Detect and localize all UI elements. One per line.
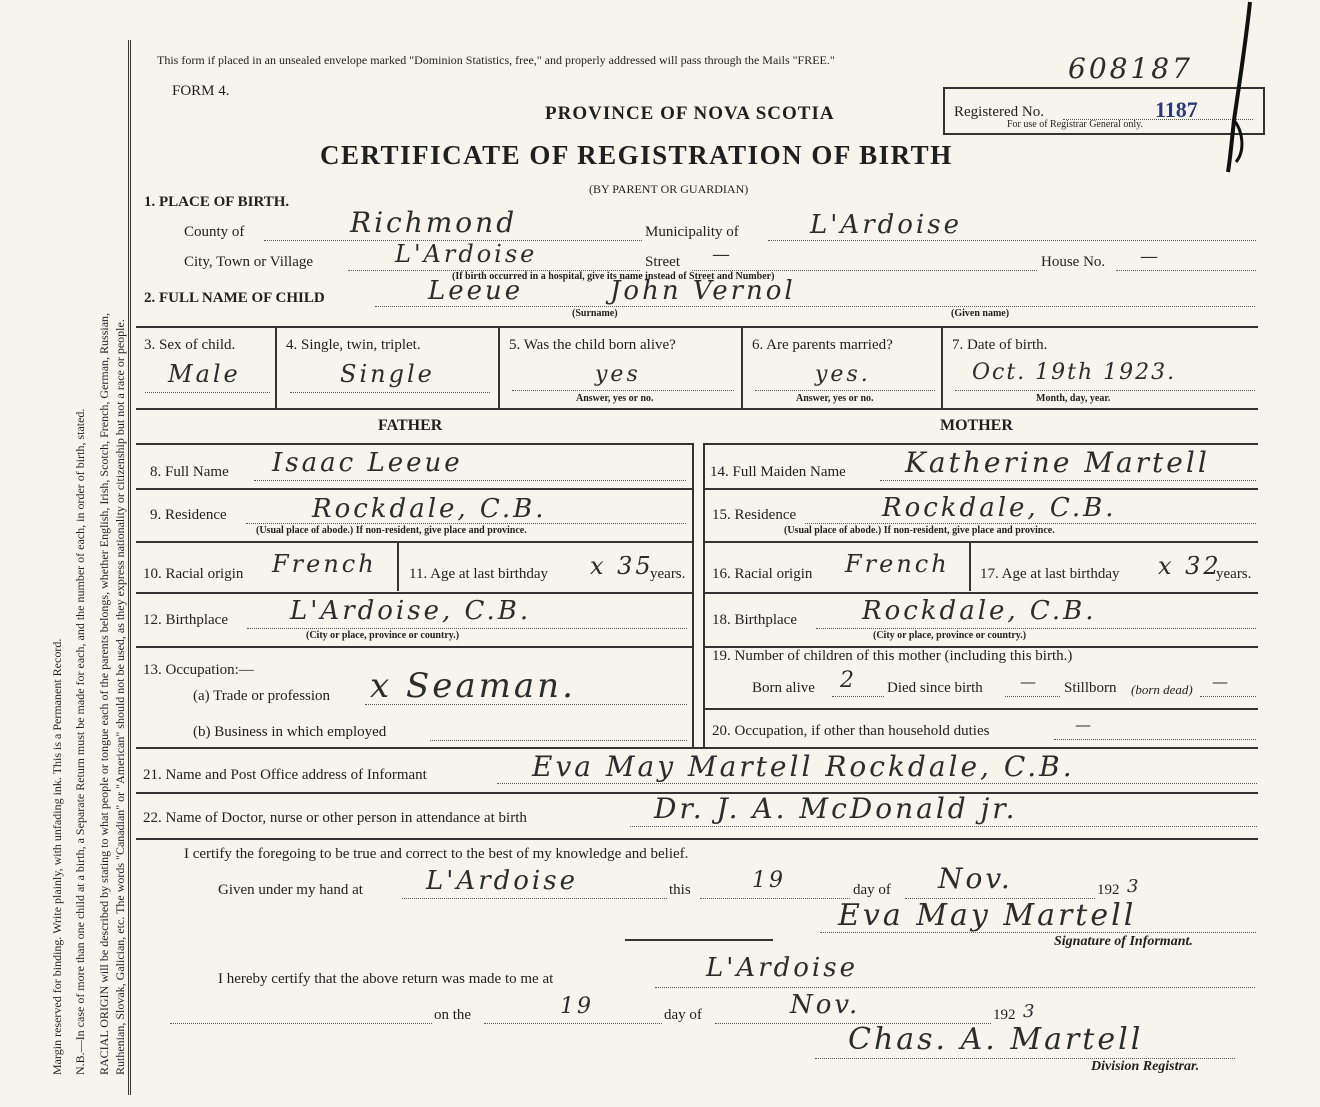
mother-age-unit: years. xyxy=(1216,566,1252,582)
born-alive-caption: Answer, yes or no. xyxy=(576,393,654,404)
certify-month: Nov. xyxy=(938,862,1013,895)
province-heading: PROVINCE OF NOVA SCOTIA xyxy=(545,103,835,124)
registrar-caption: Division Registrar. xyxy=(1091,1059,1200,1074)
trade-label: (a) Trade or profession xyxy=(193,688,331,704)
date-of-birth-label: 7. Date of birth. xyxy=(952,337,1048,353)
mother-race-label: 16. Racial origin xyxy=(712,566,813,582)
certify-year-digit: 3 xyxy=(1127,876,1139,897)
father-residence-value: Rockdale, C.B. xyxy=(312,494,547,524)
house-no-value: — xyxy=(1140,246,1161,267)
sex-value: Male xyxy=(168,360,241,388)
multiple-birth-label: 4. Single, twin, triplet. xyxy=(286,337,421,353)
municipality-value: L'Ardoise xyxy=(810,210,962,240)
mother-occupation-label: 20. Occupation, if other than household duties xyxy=(712,723,990,739)
certificate-title: CERTIFICATE OF REGISTRATION OF BIRTH xyxy=(320,140,953,170)
registrar-day-of-label: day of xyxy=(664,1007,702,1023)
certificate-subtitle: (BY PARENT OR GUARDIAN) xyxy=(589,182,749,196)
informant-signature-caption: Signature of Informant. xyxy=(1054,934,1193,949)
born-alive-label: 5. Was the child born alive? xyxy=(509,337,676,353)
county-label: County of xyxy=(184,224,245,240)
certify-this-label: this xyxy=(669,882,691,898)
informant-value: Eva May Martell Rockdale, C.B. xyxy=(532,750,1075,783)
multiple-birth-value: Single xyxy=(340,360,435,388)
stillborn-note: (born dead) xyxy=(1131,682,1193,697)
registrar-on-the-label: on the xyxy=(434,1007,472,1023)
doctor-label: 22. Name of Doctor, nurse or other person in attendance at birth xyxy=(143,810,527,826)
stillborn-label: Stillborn xyxy=(1064,680,1117,696)
mother-heading: MOTHER xyxy=(940,417,1013,434)
mother-children-label: 19. Number of children of this mother (including this birth.) xyxy=(712,648,1073,664)
certify-text: I certify the foregoing to be true and correct to the best of my knowledge and belief. xyxy=(184,846,689,862)
mother-age-value: x 32 xyxy=(1158,552,1222,580)
died-since-birth-value: — xyxy=(1020,672,1039,691)
father-heading: FATHER xyxy=(378,417,443,434)
surname-caption: (Surname) xyxy=(572,308,618,319)
city-value: L'Ardoise xyxy=(395,240,538,268)
given-under-hand-label: Given under my hand at xyxy=(218,882,363,898)
given-name-caption: (Given name) xyxy=(951,308,1010,319)
registrar-use-note: For use of Registrar General only. xyxy=(1007,119,1143,130)
mother-occupation-value: — xyxy=(1075,715,1094,734)
margin-note-nb: N.B.—In case of more than one child at a birth, a Separate Return must be made for each, and the number of each, in order of birth, stated. xyxy=(73,408,87,1075)
father-race-value: French xyxy=(272,550,377,578)
parents-married-caption: Answer, yes or no. xyxy=(796,393,874,404)
mother-residence-caption: (Usual place of abode.) If non-resident, give place and province. xyxy=(784,525,1055,536)
registered-label: Registered No. xyxy=(954,104,1044,120)
born-alive-value: yes xyxy=(595,362,641,387)
margin-note-binding: Margin reserved for binding. Write plainly, with unfading ink. This is a Permanent Record. xyxy=(50,638,64,1075)
separator-rule xyxy=(625,939,773,941)
father-occupation-label: 13. Occupation:— xyxy=(143,662,254,678)
registered-value: 1187 xyxy=(1155,97,1198,122)
child-given-name: John Vernol xyxy=(610,276,796,306)
city-label: City, Town or Village xyxy=(184,254,314,270)
mother-birthplace-label: 18. Birthplace xyxy=(712,612,797,628)
parents-married-value: yes. xyxy=(815,362,871,387)
child-surname: Leeue xyxy=(428,276,524,306)
born-alive-count-label: Born alive xyxy=(752,680,815,696)
father-residence-label: 9. Residence xyxy=(150,507,227,523)
father-birthplace-value: L'Ardoise, C.B. xyxy=(290,596,532,626)
margin-note-racial-cont: Ruthenian, Slovak, Galician, etc. The words "Canadian" or "American" should not be used, as they express nationality or citizenship but not a race or people. xyxy=(113,319,127,1075)
father-birthplace-caption: (City or place, province or country.) xyxy=(306,630,460,641)
hospital-note: (If birth occurred in a hospital, give its name instead of Street and Number) xyxy=(452,271,775,282)
house-no-label: House No. xyxy=(1041,254,1106,270)
stillborn-value: — xyxy=(1212,672,1231,691)
born-alive-count-value: 2 xyxy=(840,668,857,693)
mother-residence-label: 15. Residence xyxy=(712,507,797,523)
binding-rule xyxy=(128,40,131,1095)
municipality-label: Municipality of xyxy=(645,224,739,240)
mail-notice: This form if placed in an unsealed envelope marked "Dominion Statistics, free," and properly addressed will pass through the Mails "FREE." xyxy=(157,53,835,67)
county-value: Richmond xyxy=(350,206,518,239)
certify-day: 19 xyxy=(752,868,786,893)
registrar-day: 19 xyxy=(560,994,594,1019)
place-of-birth-label: 1. PLACE OF BIRTH. xyxy=(144,194,290,210)
street-value: — xyxy=(712,244,733,265)
father-birthplace-label: 12. Birthplace xyxy=(143,612,228,628)
informant-label: 21. Name and Post Office address of Informant xyxy=(143,767,427,783)
registrar-signature: Chas. A. Martell xyxy=(848,1022,1144,1057)
certify-day-of-label: day of xyxy=(853,882,891,898)
street-label: Street xyxy=(645,254,680,270)
registrar-place: L'Ardoise xyxy=(706,953,858,983)
sex-label: 3. Sex of child. xyxy=(144,337,236,353)
registrar-year-prefix: 192 xyxy=(993,1007,1016,1023)
mother-birthplace-caption: (City or place, province or country.) xyxy=(873,630,1027,641)
father-residence-caption: (Usual place of abode.) If non-resident, give place and province. xyxy=(256,525,527,536)
mother-residence-value: Rockdale, C.B. xyxy=(882,493,1117,523)
father-age-unit: years. xyxy=(650,566,686,582)
registrar-certify-text: I hereby certify that the above return was made to me at xyxy=(218,971,554,987)
trade-value: x Seaman. xyxy=(370,666,576,706)
form-number: FORM 4. xyxy=(172,83,230,99)
registrar-year-digit: 3 xyxy=(1023,1001,1035,1022)
parents-married-label: 6. Are parents married? xyxy=(752,337,893,353)
date-of-birth-value: Oct. 19th 1923. xyxy=(972,360,1177,385)
father-race-label: 10. Racial origin xyxy=(143,566,244,582)
doctor-value: Dr. J. A. McDonald jr. xyxy=(654,792,1018,825)
father-name-value: Isaac Leeue xyxy=(272,448,463,478)
father-age-label: 11. Age at last birthday xyxy=(409,566,548,582)
certify-place: L'Ardoise xyxy=(426,866,578,896)
father-name-label: 8. Full Name xyxy=(150,464,229,480)
father-age-value: x 35 xyxy=(590,552,654,580)
mother-age-label: 17. Age at last birthday xyxy=(980,566,1120,582)
mother-race-value: French xyxy=(845,550,950,578)
informant-signature: Eva May Martell xyxy=(838,898,1137,933)
margin-note-racial: RACIAL ORIGIN will be described by stating to what people or tongue each of the parents belongs, whether English, Irish, Scotch, French, German, Russian, xyxy=(97,312,111,1075)
registrar-month: Nov. xyxy=(790,990,861,1020)
date-of-birth-caption: Month, day, year. xyxy=(1036,393,1111,404)
certify-year-prefix: 192 xyxy=(1097,882,1120,898)
mother-name-label: 14. Full Maiden Name xyxy=(710,464,846,480)
died-since-birth-label: Died since birth xyxy=(887,680,983,696)
mother-name-value: Katherine Martell xyxy=(905,446,1210,479)
business-label: (b) Business in which employed xyxy=(193,724,387,740)
handwritten-number: 608187 xyxy=(1068,52,1193,85)
mother-birthplace-value: Rockdale, C.B. xyxy=(862,596,1097,626)
pen-mark xyxy=(1210,0,1270,180)
child-name-label: 2. FULL NAME OF CHILD xyxy=(144,290,325,306)
